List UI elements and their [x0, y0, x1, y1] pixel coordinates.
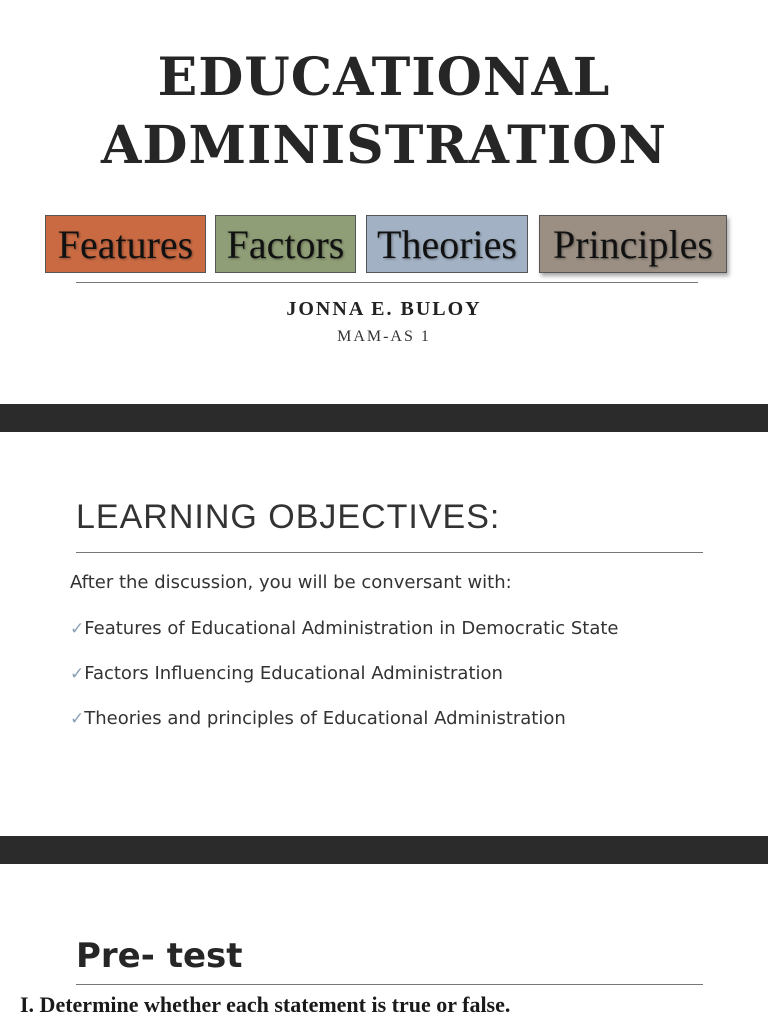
tag-factors: Factors	[215, 215, 356, 273]
slide-separator	[0, 404, 768, 432]
objectives-slide	[0, 432, 768, 836]
slide-title-line-2: ADMINISTRATION	[101, 115, 667, 176]
pretest-heading: Pre- test	[76, 936, 243, 976]
checkmark-icon: ✓	[70, 664, 85, 684]
checkmark-icon: ✓	[70, 619, 85, 639]
title-divider	[76, 282, 698, 283]
checkmark-icon: ✓	[70, 709, 85, 729]
tag-theories: Theories	[366, 215, 528, 273]
objective-text: Factors Influencing Educational Administration	[84, 663, 503, 684]
objective-item	[70, 663, 503, 684]
pretest-divider	[76, 984, 703, 985]
slide-separator	[0, 836, 768, 864]
objectives-divider	[76, 552, 703, 553]
objective-item	[70, 708, 566, 729]
slide-title-line-1: EDUCATIONAL	[157, 47, 611, 108]
objectives-intro: After the discussion, you will be conversant with:	[70, 572, 512, 593]
objective-text: Features of Educational Administration in Democratic State	[84, 618, 619, 639]
objective-text: Theories and principles of Educational Administration	[84, 708, 566, 729]
tag-principles: Principles	[539, 215, 727, 273]
topic-tags	[0, 215, 768, 275]
objectives-heading: LEARNING OBJECTIVES:	[76, 498, 501, 536]
pretest-slide	[0, 864, 768, 1024]
tag-features: Features	[45, 215, 206, 273]
author-name: JONNA E. BULOY	[286, 298, 482, 320]
course-code: MAM-AS 1	[337, 328, 431, 345]
pretest-instruction: I. Determine whether each statement is true or false.	[20, 992, 511, 1017]
objective-item	[70, 618, 619, 639]
title-slide	[0, 0, 768, 404]
